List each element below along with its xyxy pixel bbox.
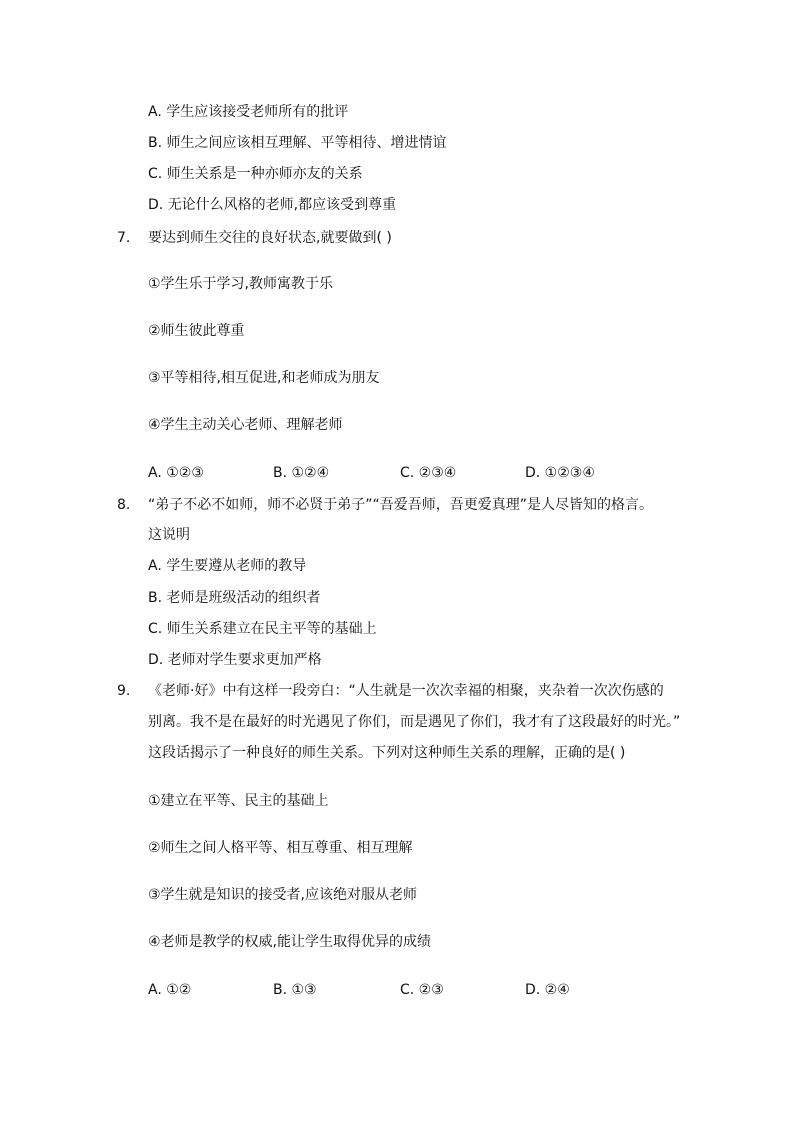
q7-stem: 要达到师生交往的良好状态,就要做到( ) [148, 230, 392, 246]
q8-stem-line-2: 这说明 [148, 527, 190, 543]
q9-choice-b: B. ①③ [273, 982, 317, 998]
q9-number: 9. [117, 683, 131, 699]
q8-number: 8. [117, 497, 131, 513]
q7-number: 7. [117, 230, 131, 246]
q6-option-a: A. 学生应该接受老师所有的批评 [148, 104, 349, 120]
q7-statement-2: ②师生彼此尊重 [148, 323, 245, 339]
q6-option-d: D. 无论什么风格的老师,都应该受到尊重 [148, 197, 397, 213]
q8-stem-line-1: “弟子不必不如师，师不必贤于弟子”“吾爱吾师，吾更爱真理”是人尽皆知的格言。 [148, 497, 654, 513]
q9-statement-1: ①建立在平等、民主的基础上 [148, 793, 329, 809]
q9-stem-line-1: 《老师·好》中有这样一段旁白：“人生就是一次次幸福的相聚，夹杂着一次次伤感的 [148, 683, 664, 699]
q7-statement-4: ④学生主动关心老师、理解老师 [148, 417, 343, 433]
q9-statement-3: ③学生就是知识的接受者,应该绝对服从老师 [148, 887, 417, 903]
q8-option-a: A. 学生要遵从老师的教导 [148, 558, 307, 574]
q7-statement-1: ①学生乐于学习,教师寓教于乐 [148, 276, 334, 292]
q9-choice-c: C. ②③ [400, 982, 444, 998]
q7-statement-3: ③平等相待,相互促进,和老师成为朋友 [148, 370, 380, 386]
q9-stem-line-2: 别离。我不是在最好的时光遇见了你们，而是遇见了你们，我才有了这段最好的时光。” [148, 714, 681, 730]
q7-choices [148, 463, 708, 483]
q7-choice-c: C. ②③④ [400, 465, 457, 481]
q6-option-c: C. 师生关系是一种亦师亦友的关系 [148, 166, 363, 182]
q9-choices [148, 980, 708, 1000]
q7-choice-d: D. ①②③④ [525, 465, 595, 481]
q9-statement-2: ②师生之间人格平等、相互尊重、相互理解 [148, 840, 413, 856]
q9-choice-d: D. ②④ [525, 982, 570, 998]
q9-choice-a: A. ①② [148, 982, 192, 998]
q8-option-c: C. 师生关系建立在民主平等的基础上 [148, 621, 377, 637]
q6-option-b: B. 师生之间应该相互理解、平等相待、增进情谊 [148, 135, 447, 151]
q9-statement-4: ④老师是教学的权威,能让学生取得优异的成绩 [148, 934, 431, 950]
q8-option-d: D. 老师对学生要求更加严格 [148, 652, 322, 668]
q9-stem-line-3: 这段话揭示了一种良好的师生关系。下列对这种师生关系的理解，正确的是( ) [148, 745, 626, 761]
q7-choice-b: B. ①②④ [273, 465, 330, 481]
q8-option-b: B. 老师是班级活动的组织者 [148, 590, 321, 606]
q7-choice-a: A. ①②③ [148, 465, 204, 481]
